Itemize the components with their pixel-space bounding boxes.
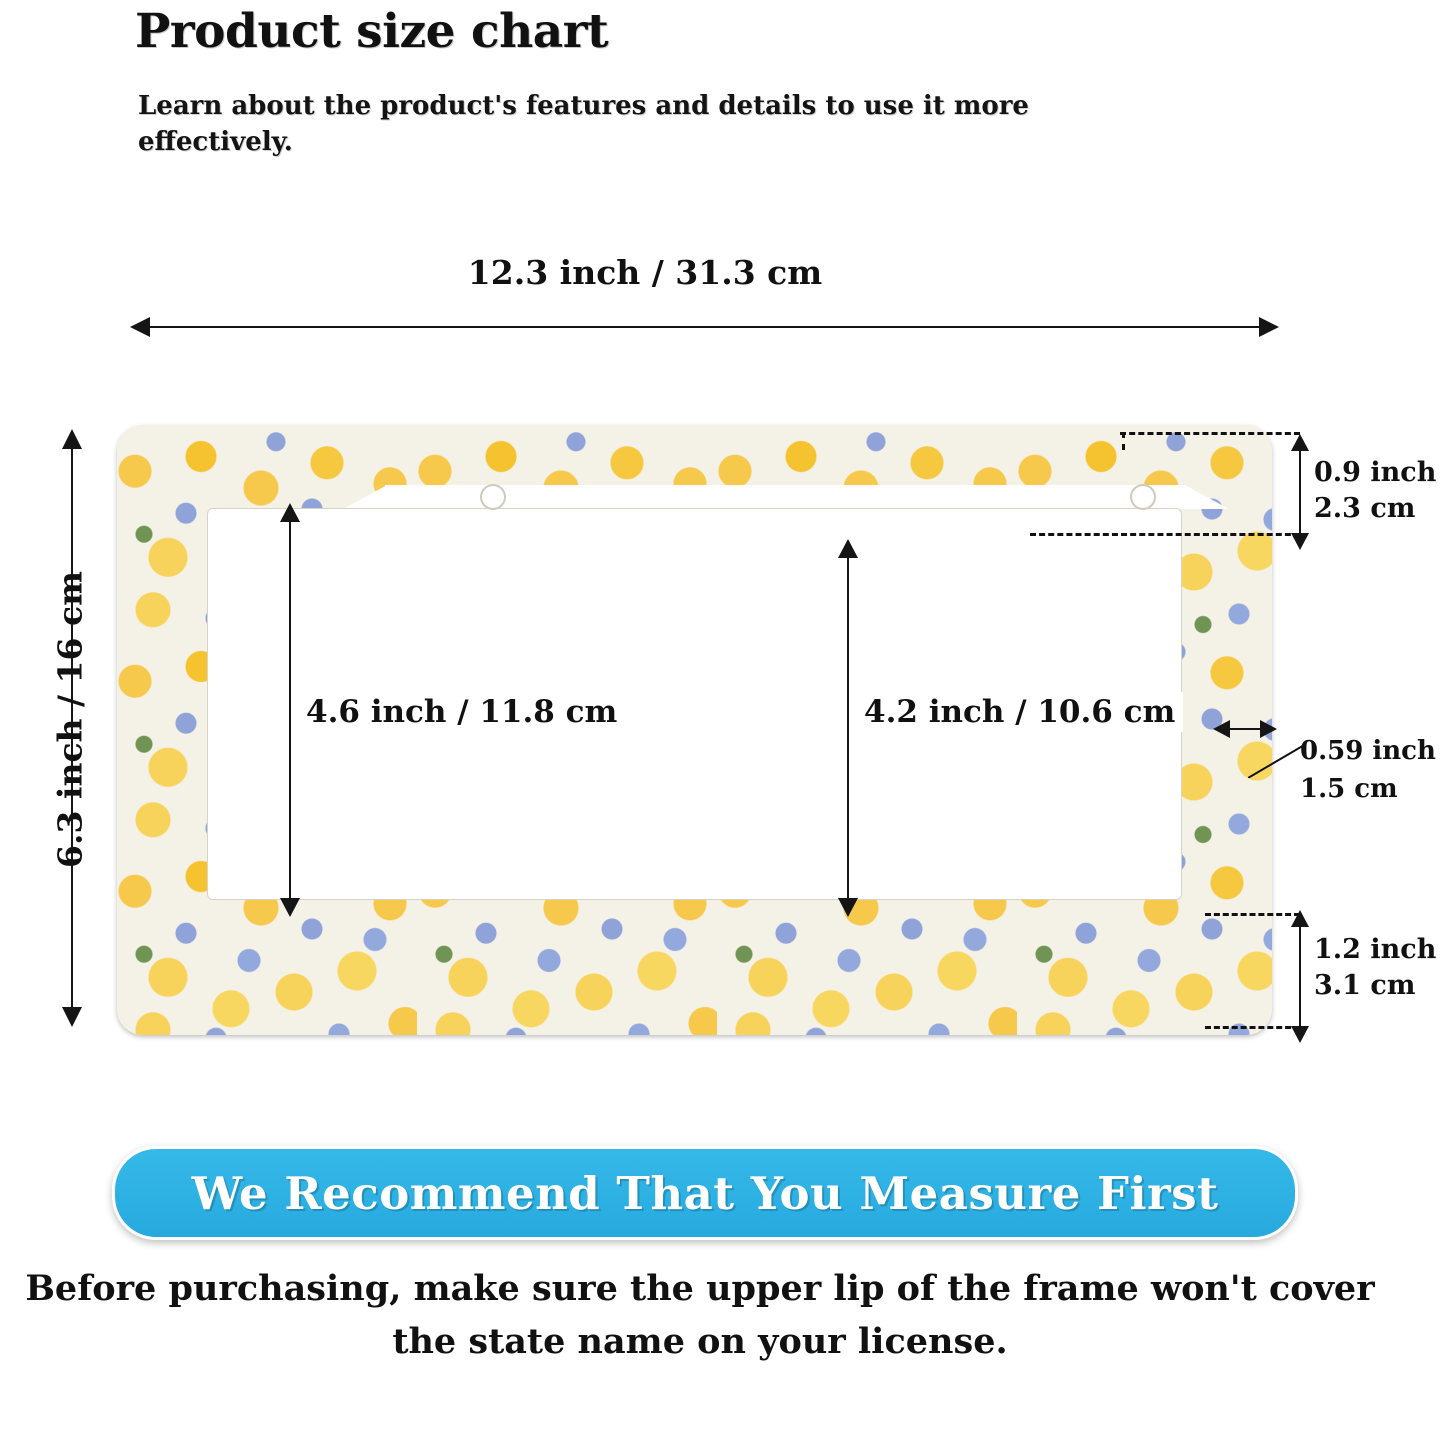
bottom-rail-dash-upper <box>1205 913 1300 916</box>
frame-notch-right-slope <box>1185 485 1229 509</box>
top-rail-arrow <box>1299 449 1301 535</box>
thickness-leader-line <box>1248 742 1308 778</box>
top-rail-dash-lower <box>1030 533 1300 536</box>
top-rail-label-cm: 2.3 cm <box>1314 493 1416 524</box>
page-subtitle: Learn about the product's features and details to use it more effectively. <box>138 91 1029 157</box>
bottom-rail-label-inch: 1.2 inch <box>1314 934 1437 965</box>
recommendation-banner <box>112 1146 1298 1240</box>
window-height-right-arrow <box>847 556 849 900</box>
thickness-label-cm: 1.5 cm <box>1300 774 1398 804</box>
top-rail-label-inch: 0.9 inch <box>1314 457 1437 488</box>
top-rail-dash-upper <box>1120 432 1300 435</box>
recommendation-banner-text: We Recommend That You Measure First <box>191 1166 1219 1220</box>
bottom-rail-arrow <box>1299 925 1301 1028</box>
screw-hole-left <box>480 484 506 510</box>
window-height-left-label: 4.6 inch / 11.8 cm <box>298 692 625 732</box>
page-title: Product size chart <box>135 4 609 59</box>
frame-notch-left-slope <box>343 485 387 509</box>
top-rail-dash-corner <box>1122 432 1125 450</box>
frame-thickness-label <box>1300 732 1436 808</box>
overall-width-arrow <box>148 326 1261 328</box>
window-height-right-label: 4.2 inch / 10.6 cm <box>856 692 1183 732</box>
bottom-rail-label-cm: 3.1 cm <box>1314 970 1416 1001</box>
frame-thickness-arrow <box>1228 728 1262 730</box>
window-height-left-arrow <box>289 520 291 900</box>
overall-height-label: 6.3 inch / 16 cm <box>50 571 90 868</box>
bottom-rail-dash-lower <box>1205 1026 1300 1029</box>
top-rail-label <box>1314 455 1436 527</box>
overall-width-label: 12.3 inch / 31.3 cm <box>467 253 823 292</box>
bottom-rail-label <box>1314 932 1436 1004</box>
footnote-text: Before purchasing, make sure the upper lip of the frame won't cover the state name on your license. <box>25 1268 1375 1362</box>
screw-hole-right <box>1130 484 1156 510</box>
thickness-label-inch: 0.59 inch <box>1300 736 1436 766</box>
